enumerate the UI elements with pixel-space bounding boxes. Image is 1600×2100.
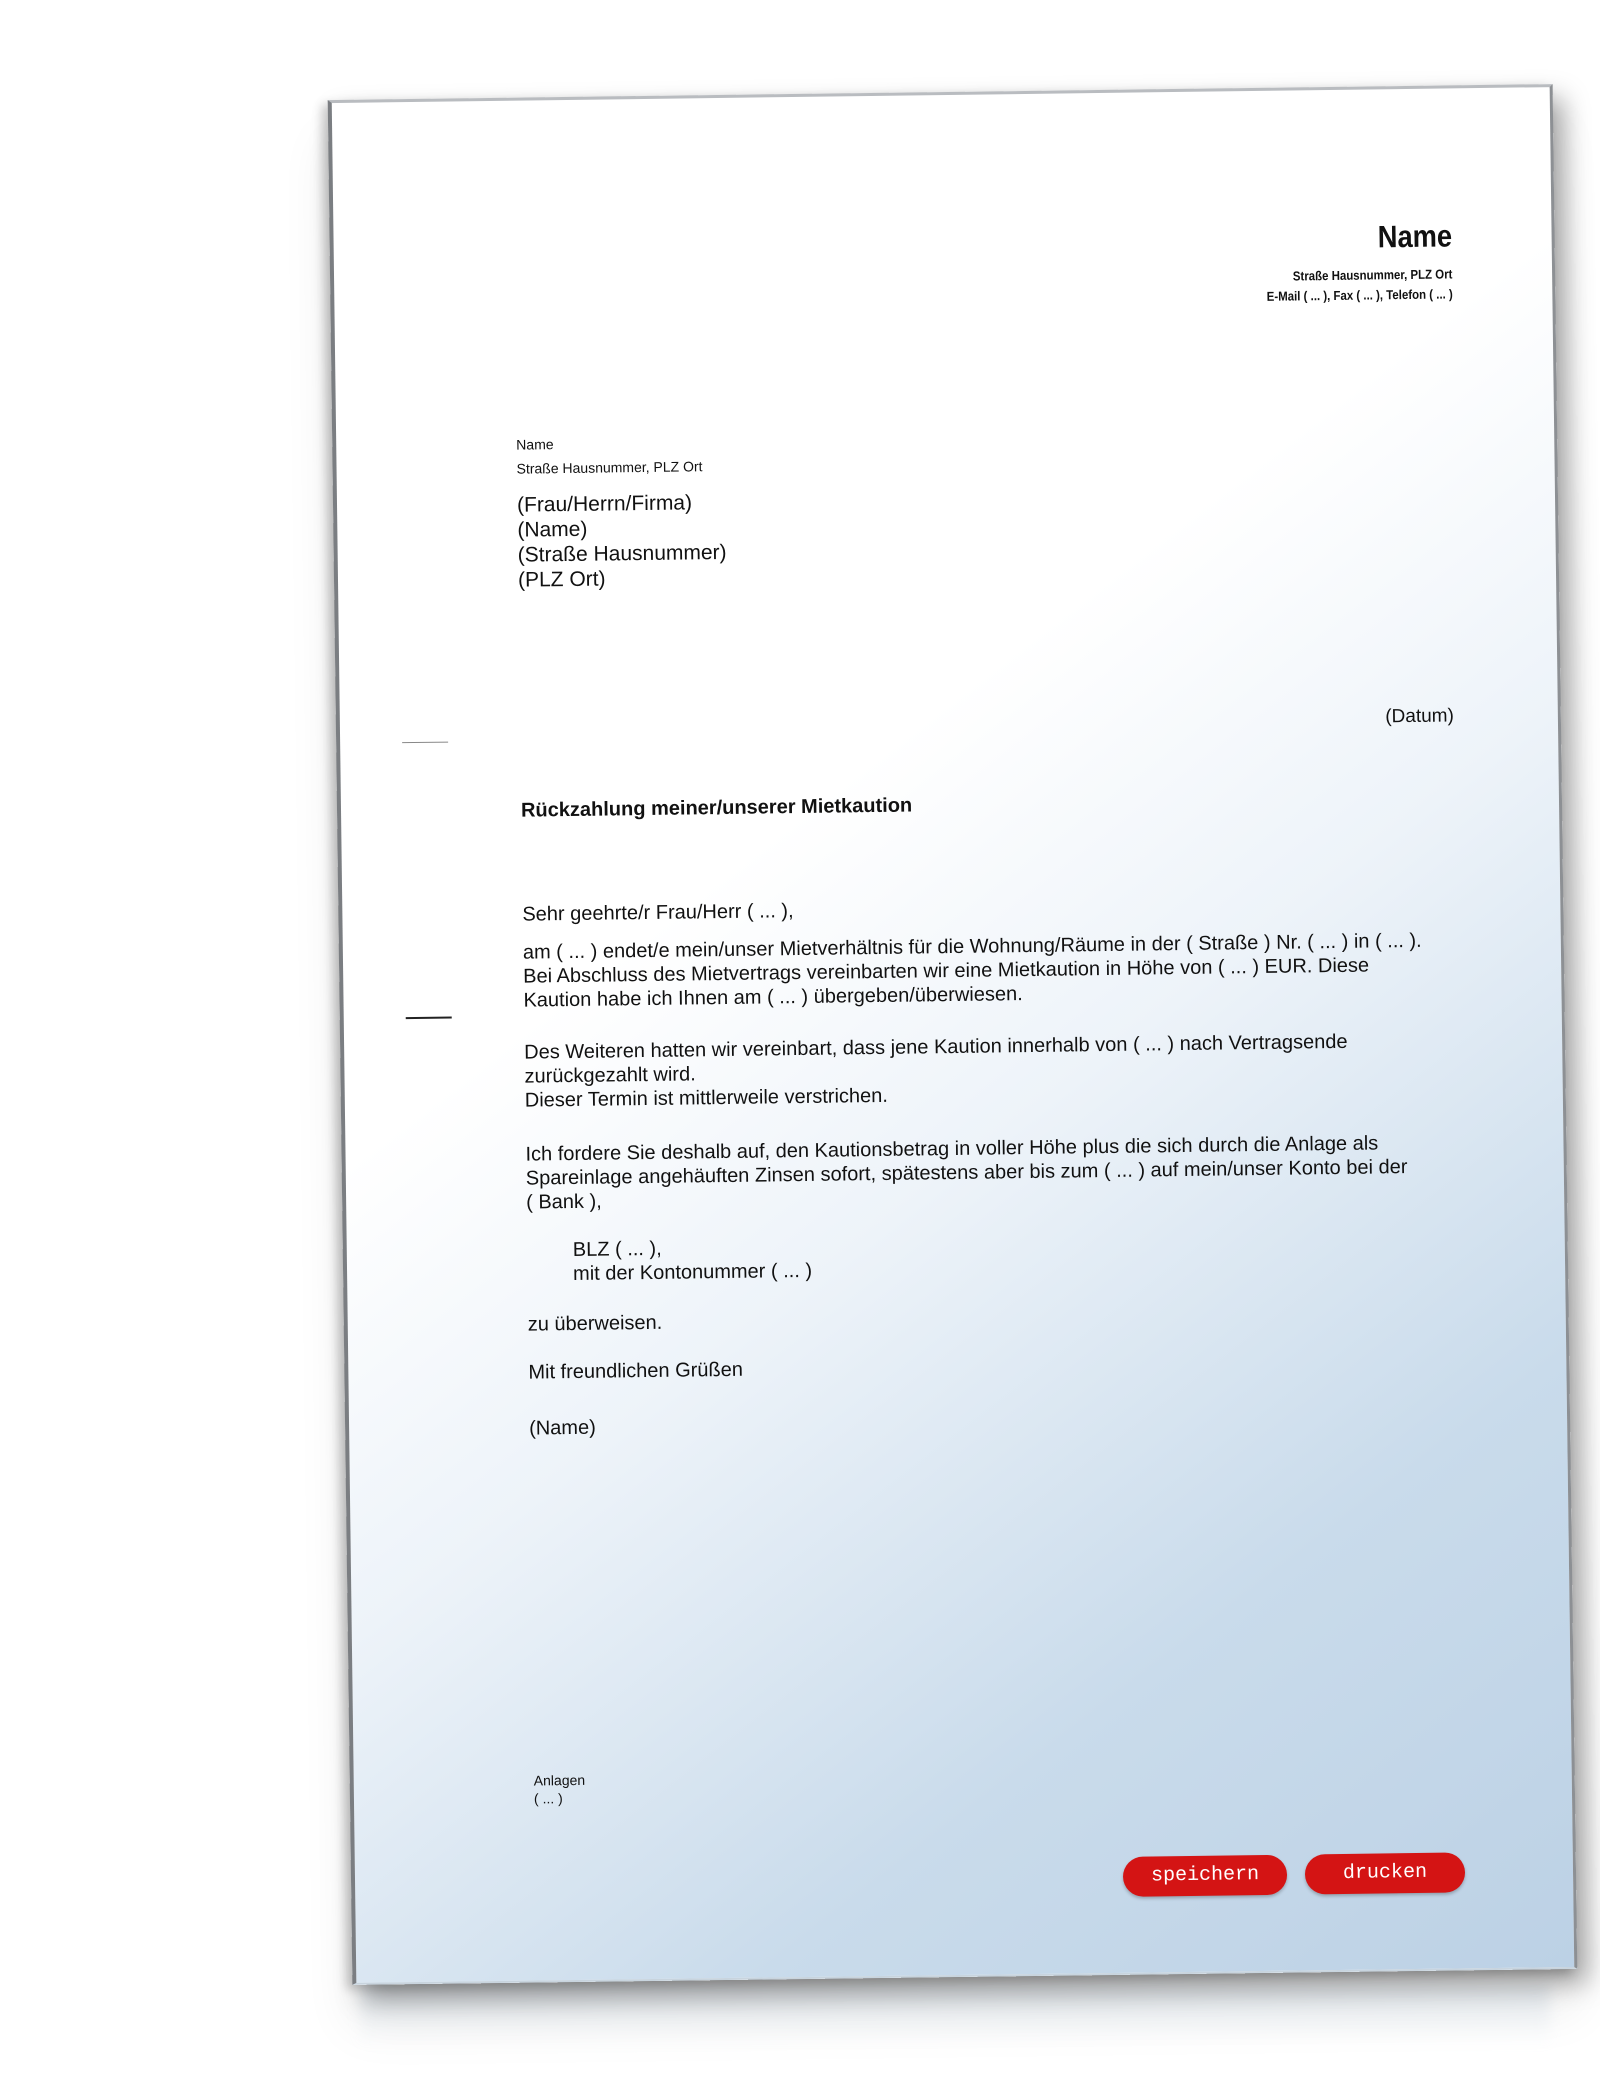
enclosures-label: Anlagen [533,1771,586,1789]
sender-address: Straße Hausnummer, PLZ Ort [1292,266,1453,284]
sender-contact: E-Mail ( ... ), Fax ( ... ), Telefon ( ... ) [1266,286,1453,304]
account-number-line: mit der Kontonummer ( ... ) [572,1259,813,1285]
letter-salutation: Sehr geehrte/r Frau/Herr ( ... ), [522,900,794,926]
recipient-city: (PLZ Ort) [517,567,606,592]
letter-subject: Rückzahlung meiner/unserer Mietkaution [520,794,913,822]
fold-mark-top [402,742,448,744]
paragraph-line: Ich fordere Sie deshalb auf, den Kautionsbetrag in voller Höhe plus die sich durch die Anlage als [525,1132,1379,1166]
enclosures-value: ( ... ) [533,1790,563,1807]
paragraph-line: zu überweisen. [527,1311,663,1336]
sender-name: Name [1377,218,1452,255]
paragraph-line: Kaution habe ich Ihnen am ( ... ) übergeben/überwiesen. [523,983,1023,1012]
print-button[interactable]: drucken [1305,1852,1466,1894]
paragraph-line: am ( ... ) endet/e mein/unser Mietverhältnis für die Wohnung/Räume in der ( Straße ) Nr. ( ... ) in ( ... ). [522,929,1422,964]
punch-mark [406,1017,452,1020]
return-address-name: Name [516,436,554,453]
paragraph-line: Des Weiteren hatten wir vereinbart, dass jene Kaution innerhalb von ( ... ) nach Vertragsende [524,1030,1348,1064]
return-address-street: Straße Hausnummer, PLZ Ort [516,458,703,477]
save-button[interactable]: speichern [1123,1855,1288,1897]
paragraph-line: zurückgezahlt wird. [524,1063,696,1088]
paragraph-line: ( Bank ), [526,1190,602,1214]
signature-name: (Name) [528,1416,596,1440]
paragraph-line: Bei Abschluss des Mietvertrags vereinbarten wir eine Mietkaution in Höhe von ( ... ) EUR. Diese [523,954,1370,988]
letter-date: (Datum) [1385,705,1455,728]
letter-closing: Mit freundlichen Grüßen [528,1358,744,1384]
recipient-salutation: (Frau/Herrn/Firma) [516,491,693,517]
letter-page [328,84,1578,1985]
paragraph-line: Spareinlage angehäuften Zinsen sofort, spätestens aber bis zum ( ... ) auf mein/unser Konto bei der [525,1156,1408,1190]
paragraph-line: Dieser Termin ist mittlerweile verstrichen. [524,1084,889,1112]
recipient-name: (Name) [517,517,588,542]
bank-code-line: BLZ ( ... ), [572,1237,662,1261]
recipient-street: (Straße Hausnummer) [517,540,727,567]
page-reflection [360,1985,1550,2045]
